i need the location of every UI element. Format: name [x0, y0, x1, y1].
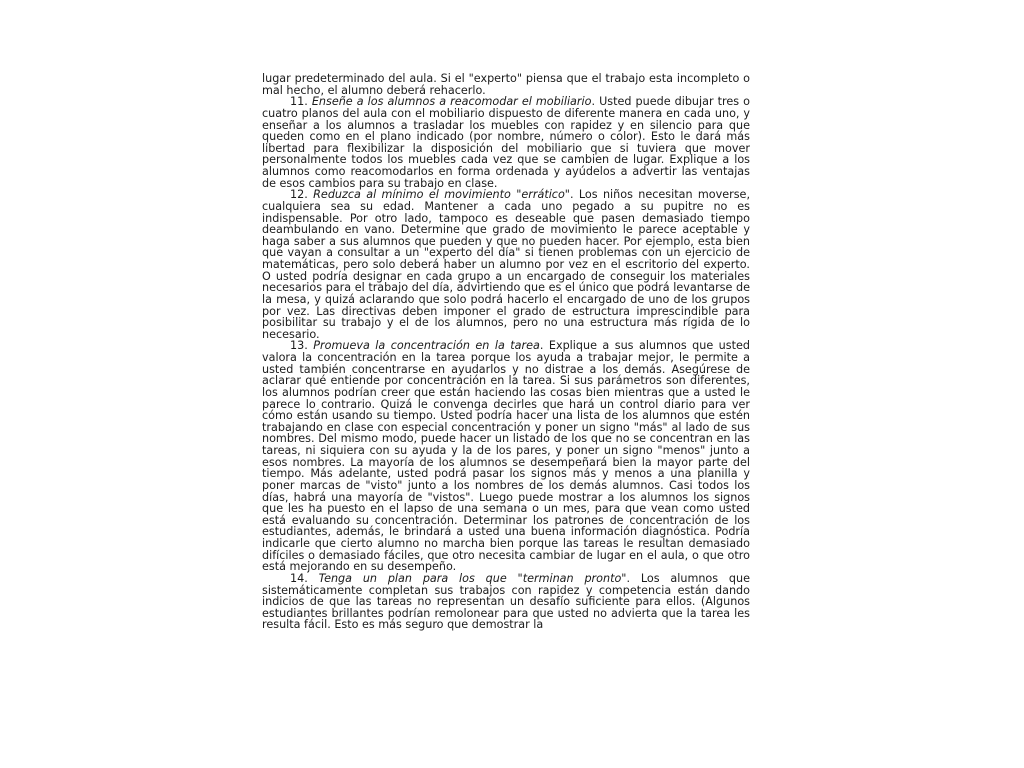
item-heading: Promueva la concentración en la tarea: [313, 339, 540, 353]
item-number: 12.: [290, 188, 314, 202]
item-body: . Explique a sus alumnos que usted valora la concentración en la tarea porque los ayuda a trabajar mejor, le permite a usted también concentrarse en ayudarlos y no distrae a los demás. Asegúrese de aclarar qué entiende por concentración en la tarea. Si sus parámetros son diferentes, los alumnos podrían creer que están haciendo las cosas bien mientras que a usted le parece lo contrario. Quizá le convenga decirles que hará un control diario para ver cómo están usando su tiempo. Usted podría hacer una lista de los alumnos que estén trabajando en clase con especial concentración y poner un signo "más" al lado de sus nombres. Del mismo modo, puede hacer un listado de los que no se concentran en las tareas, ni siquiera con su ayuda y la de los pares, y poner un signo "menos" junto a esos nombres. La mayoría de los alumnos se desempeñará bien la mayor parte del tiempo. Más adelante, usted podrá pasar los signos más y menos a una planilla y poner marcas de "visto" junto a los nombres de los demás alumnos. Casi todos los días, habrá una mayoría de "vistos". Luego puede mostrar a los alumnos los signos que les ha puesto en el lapso de una semana o un mes, para que vean como usted está evaluando su concentración. Determinar los patrones de concentración de los estudiantes, además, le brindará a usted una buena información diagnóstica. Podría indicarle que cierto alumno no marcha bien porque las tareas le resultan demasiado difíciles o demasiado fáciles, que otro necesita cambiar de lugar en el aula, o que otro está mejorando en su desempeño.: [262, 339, 750, 574]
item-heading: Enseñe a los alumnos a reacomodar el mobiliario: [311, 95, 592, 109]
item-number: 13.: [290, 339, 314, 353]
item-body: . Los niños necesitan moverse, cualquiera sea su edad. Mantener a cada uno pegado a su pupitre no es indispensable. Por otro lado, tampoco es deseable que pasen demasiado tiempo deambulando en vano. Determine que grado de movimiento le parece aceptable y haga saber a sus alumnos que pueden y que no pueden hacer. Por ejemplo, esta bien que vayan a consultar a un "experto del día" si tienen problemas con un ejercicio de matemáticas, pero solo deberá haber un alumno por vez en el escritorio del experto. O usted podría designar en cada grupo a un encargado de conseguir los materiales necesarios para el trabajo del día, advirtiendo que es el único que podrá levantarse de la mesa, y quizá aclarando que solo podrá hacerlo el encargado de uno de los grupos por vez. Las directivas deben imponer el grado de estructura imprescindible para posibilitar su trabajo y el de los alumnos, pero no una estructura más rígida de lo necesario.: [262, 188, 750, 341]
item-body: . Usted puede dibujar tres o cuatro planos del aula con el mobiliario dispuesto de diferente manera en cada uno, y enseñar a los alumnos a trasladar los muebles con rapidez y en silencio para que queden como en el plano indicado (por nombre, número o color). Esto le dará más libertad para flexibilizar la disposición del mobiliario que si tuviera que mover personalmente todos los muebles cada vez que se cambien de lugar. Explique a los alumnos como reacomodarlos en forma ordenada y ayúdelos a advertir las ventajas de esos cambios para su trabajo en clase.: [262, 95, 750, 190]
item-number: 14.: [290, 571, 319, 585]
item-heading: Tenga un plan para los que "terminan pronto": [318, 571, 627, 585]
item-body: . Los alumnos que sistemáticamente completan sus trabajos con rapidez y competencia están dando indicios de que las tareas no representan un desafío suficiente para ellos. (Algunos estudiantes brillantes podrían remolonear para que usted no advierta que la tarea les resulta fácil. Esto es más seguro que demostrar la: [262, 571, 750, 632]
intro-paragraph-text: lugar predeterminado del aula. Si el "experto" piensa que el trabajo esta incompleto o mal hecho, el alumno deberá rehacerlo.: [262, 72, 750, 97]
list-item: [262, 189, 750, 340]
list-item: [262, 573, 750, 631]
item-number: 11.: [290, 95, 312, 109]
list-item: [262, 340, 750, 573]
list-item: [262, 96, 750, 189]
item-heading: Reduzca al mínimo el movimiento "errático": [313, 188, 570, 202]
document-text: [262, 73, 750, 631]
intro-paragraph: [262, 73, 750, 96]
